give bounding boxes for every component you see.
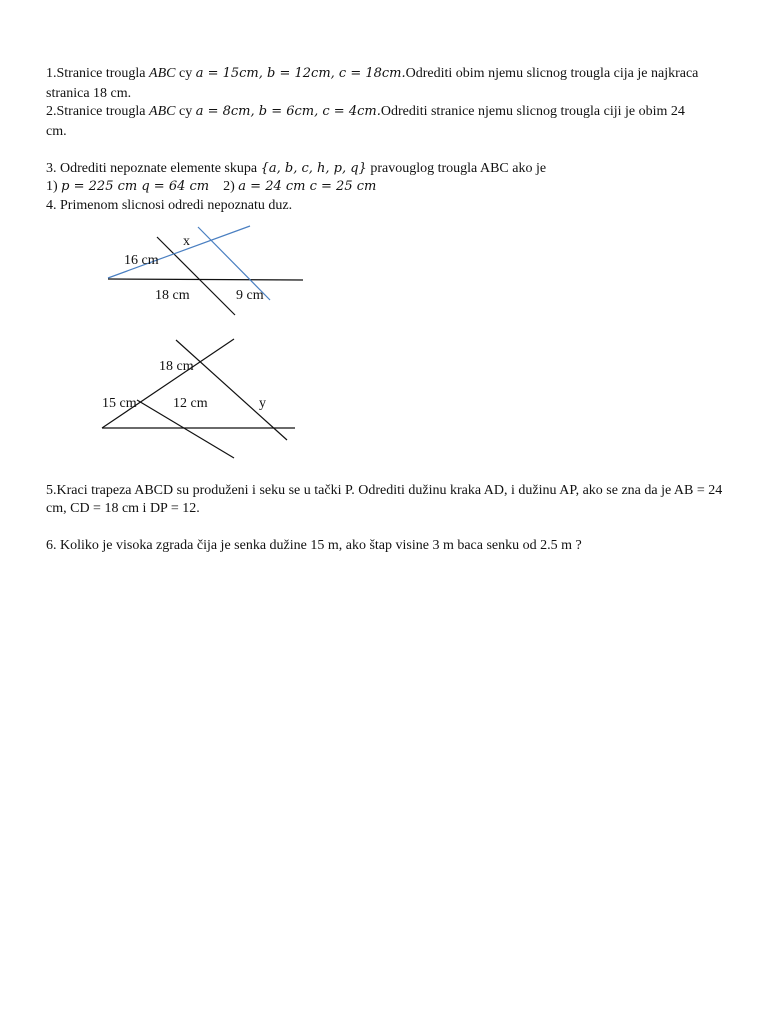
figure-2-label-18: 18 cm	[159, 359, 194, 374]
figure-1-label-x: x	[183, 234, 190, 249]
problem-1-text-b: Odrediti obim njemu slicnog trougla cija je najkraca	[405, 66, 699, 81]
problem-2-line-2: cm.	[46, 124, 67, 139]
figure-1-label-18: 18 cm	[155, 288, 190, 303]
figure-1-black-transversal	[157, 237, 235, 315]
figure-2-right-line	[176, 340, 287, 440]
figure-2-label-12: 12 cm	[173, 396, 208, 411]
case-1-label: 1)	[46, 179, 62, 194]
problem-3-text-b: pravouglog trougla ABC ako je	[366, 161, 547, 176]
problem-2-text-b: Odrediti stranice njemu slicnog trougla ciji je obim 24	[380, 104, 685, 119]
problem-3-text-a: 3. Odrediti nepoznate elemente skupa	[46, 161, 261, 176]
figure-1-baseline	[108, 279, 303, 280]
problem-2-text-a: Stranice trougla	[56, 104, 150, 119]
case-1-values: p = 225 cm q = 64 cm	[61, 179, 210, 194]
problem-1-cy: cy	[175, 66, 196, 81]
problem-2-sides: a = 8cm, b = 6cm, c = 4cm.	[195, 104, 381, 119]
case-2-values: a = 24 cm c = 25 cm	[238, 179, 377, 194]
case-2-label: 2)	[209, 179, 239, 194]
figure-2-label-15: 15 cm	[102, 396, 137, 411]
figure-1-label-16: 16 cm	[124, 253, 159, 268]
problem-6-text: 6. Koliko je visoka zgrada čija je senka dužine 15 m, ako štap visine 3 m baca senku od 2.5 m ?	[46, 538, 582, 553]
problem-2-cy: cy	[175, 104, 196, 119]
problem-4-text: 4. Primenom slicnosi odredi nepoznatu duz.	[46, 198, 293, 213]
triangle-name: ABC	[149, 66, 176, 81]
figure-2-label-y: y	[259, 396, 266, 411]
problem-2-number: 2.	[46, 104, 57, 119]
problem-5-text: 5.Kraci trapeza ABCD su produženi i seku se u tački P. Odrediti dužinu kraka AD, i dužinu AP, ako se zna da je AB = 24 cm, CD = 18 cm i DP = 12.	[46, 483, 723, 516]
figure-1-blue-line	[108, 226, 250, 278]
triangle-name: ABC	[149, 104, 176, 119]
figure-2	[102, 339, 295, 458]
problem-1-sides: a = 15cm, b = 12cm, c = 18cm.	[195, 66, 406, 81]
problem-1-line-2: stranica 18 cm.	[46, 86, 132, 101]
problem-1-number: 1.	[46, 66, 57, 81]
figure-1-label-9: 9 cm	[236, 288, 264, 303]
problem-3-set: {a, b, c, h, p, q}	[260, 161, 367, 176]
figure-2-left-line	[102, 339, 234, 428]
problem-1-text-a: Stranice trougla	[56, 66, 150, 81]
figure-1	[108, 226, 303, 315]
